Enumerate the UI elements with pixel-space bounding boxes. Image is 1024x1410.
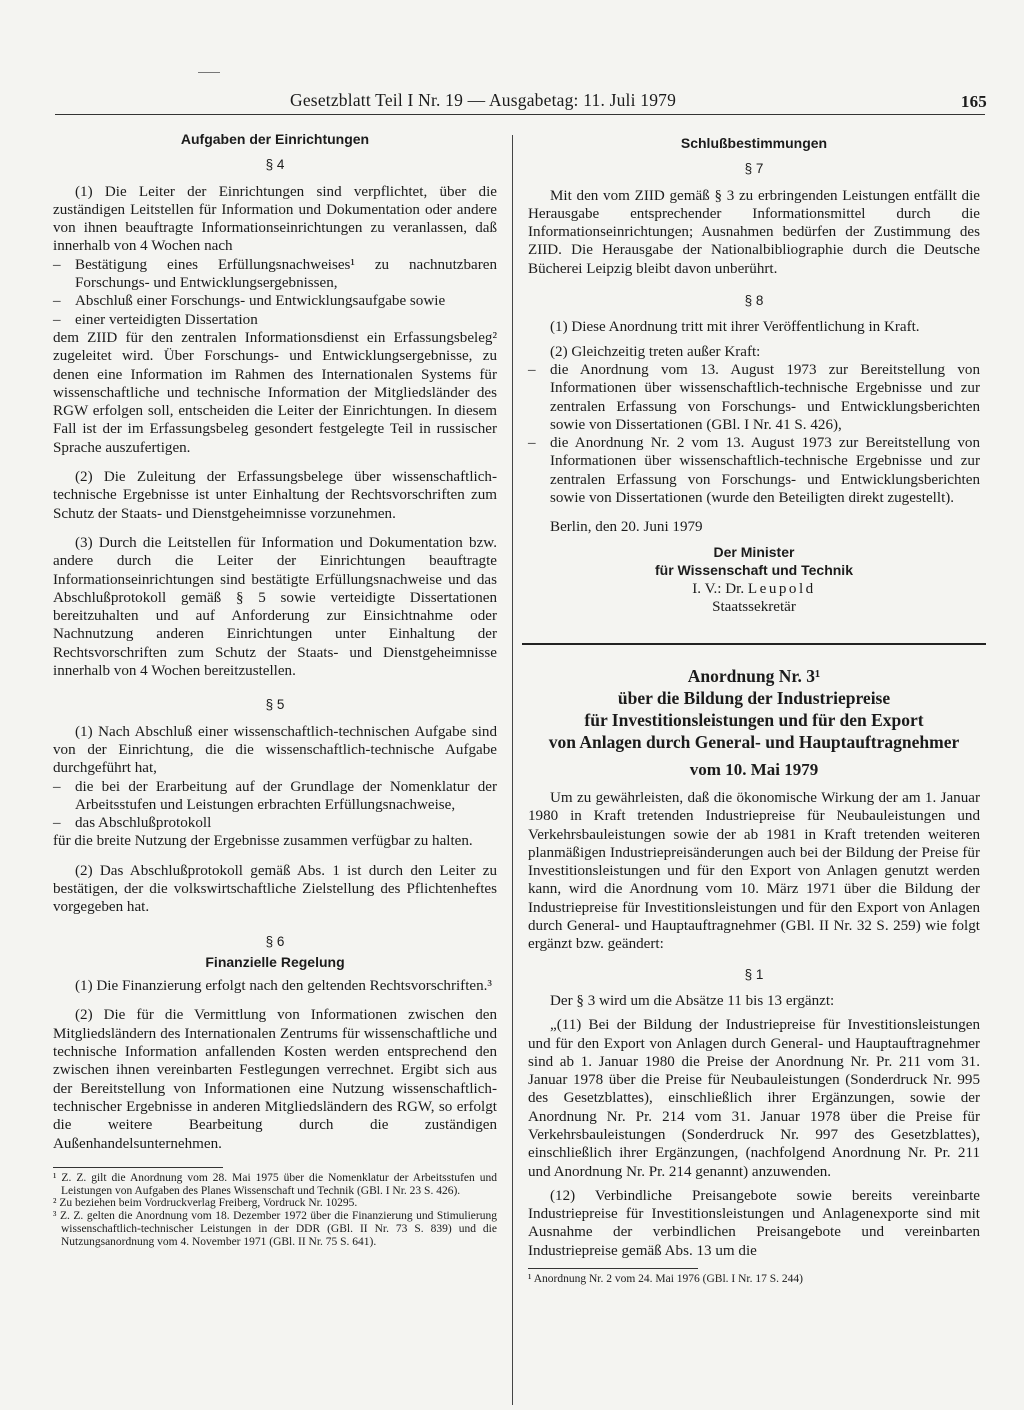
s4-para-1-rest: dem ZIID für den zentralen Informationsdienst ein Erfassungsbeleg² zugeleitet wird. Über Forschungs- und Entwicklungsergebnisse, zu denen eine Information im Rahmen des Internationalen Systems für wissenschaftliche und technische Information der Mitgliedsländer des RGW erfolgen soll, entscheiden die Leiter der Einrichtungen. In diesem Fall ist der im Erfassungsbeleg gesondert festgelegte Teil in russischer Sprache auszufertigen.	[53, 329, 497, 456]
signatory-line	[528, 580, 980, 599]
s6-heading: Finanzielle Regelung	[205, 953, 345, 970]
s1-para-11: „(11) Bei der Bildung der Industriepreise für Investitionsleistungen und für den Export von Anlagen durch General- und Hauptauftragnehmer sind ab 1. Januar 1980 die Preise der Anordnung Nr. Pr. 211 vom 31. Januar 1978 über die Preise für Neubauleistungen (Sonderdruck Nr. 995 des Gesetzblattes), einschließlich ihrer Ergänzungen, sowie der Anordnung Nr. Pr. 214 vom 31. Januar 1978 über die Preise für Verkehrsbauleistungen (Sonderdruck Nr. 997 des Gesetzblattes), einschließlich ihrer Ergänzungen, (nachfolgend Anordnung Nr. Pr. 211 und Anordnung Nr. Pr. 214 genannt) anzuwenden.	[528, 1017, 980, 1180]
page-number: 165	[960, 92, 987, 111]
ordinance-title-line: von Anlagen durch General- und Hauptauftragnehmer	[548, 731, 960, 752]
footnote-3: ³ Z. Z. gelten die Anordnung vom 18. Dezember 1972 über die Finanzierung und Stimulierung wissenschaftlich-technischer Leistungen in der DDR (GBl. II Nr. 73 S. 839) und die Nutzungsanordnung vom 4. November 1971 (GBl. II Nr. 75 S. 641).	[53, 1210, 497, 1248]
s8-para-2-intro: (2) Gleichzeitig treten außer Kraft:	[550, 343, 761, 360]
section-heading: Aufgaben der Einrichtungen	[180, 131, 370, 147]
signatory-name: Leupold	[747, 580, 816, 597]
s4-para-1-intro: (1) Die Leiter der Einrichtungen sind verpflichtet, über die zuständigen Leitstellen für Information und Dokumentation oder andere von ihnen beauftragte Informationseinrichtungen zu veranlassen, daß innerhalb von 4 Wochen nach	[53, 183, 497, 255]
paragraph-sign-8: § 8	[744, 293, 764, 309]
section-separator	[522, 643, 986, 645]
header-rule	[55, 114, 985, 115]
s5-para-2: (2) Das Abschlußprotokoll gemäß Abs. 1 ist durch den Leiter zu bestätigen, der die volkswirtschaftliche Zielstellung des Pflichtenheftes vorgegeben hat.	[53, 862, 497, 916]
s4-list-item: – einer verteidigten Dissertation	[53, 311, 497, 329]
paragraph-sign-5: § 5	[265, 697, 285, 713]
ordinance-date: vom 10. Mai 1979	[689, 759, 819, 779]
signatory-title: Staatssekretär	[712, 599, 796, 616]
footnote-rule-right	[528, 1268, 698, 1269]
s8-list-item: – die Anordnung vom 13. August 1973 zur Bereitstellung von Informationen über wissenschaftlich-technische Ergebnisse und zur zentralen Erfassung von Forschungs- und Entwicklungsberichten sowie von Dissertationen (GBl. I Nr. 41 S. 426),	[528, 361, 980, 434]
ordinance-title-line: für Investitionsleistungen und für den Export	[584, 709, 924, 730]
footnote-1: ¹ Z. Z. gilt die Anordnung vom 28. Mai 1975 über die Nomenklatur der Arbeitsstufen und Leistungen von Aufgaben des Planes Wissenschaft und Technik (GBl. I Nr. 23 S. 426).	[53, 1171, 497, 1197]
signatory-role: Der Minister	[713, 543, 795, 560]
s1-intro: Der § 3 wird um die Absätze 11 bis 13 ergänzt:	[550, 992, 835, 1009]
paragraph-sign-6: § 6	[265, 933, 285, 949]
footnote-rule	[53, 1167, 223, 1168]
right-column	[528, 134, 980, 1286]
paragraph-sign-4: § 4	[265, 157, 285, 173]
ordinance-title-line: über die Bildung der Industriepreise	[617, 687, 891, 708]
s8-list-item: – die Anordnung Nr. 2 vom 13. August 1973 zur Bereitstellung von Informationen über wissenschaftlich-technische Ergebnisse und zur zentralen Erfassung von Forschungs- und Entwicklungsberichten sowie von Dissertationen (wurde den Beteiligten direkt zugestellt).	[528, 434, 980, 507]
s6-para-1: (1) Die Finanzierung erfolgt nach den geltenden Rechtsvorschriften.³	[75, 978, 492, 995]
s8-para-1: (1) Diese Anordnung tritt mit ihrer Veröffentlichung in Kraft.	[550, 319, 920, 336]
s6-para-2: (2) Die für die Vermittlung von Informationen zwischen den Mitgliedsländern des Internationalen Zentrums für wissenschaftliche und technische Information anfallenden Kosten werden entsprechend den zwischen ihnen vereinbarten Festlegungen verrechnet. Ergibt sich aus der Bereitstellung von Informationen eine Nutzung wissenschaftlich-technischer Ergebnisse in anderen Mitgliedsländern des RGW, so erfolgt die weitere Bearbeitung durch die zuständigen Außenhandelsunternehmen.	[53, 1007, 497, 1152]
left-column	[53, 130, 497, 1249]
s1-para-12: (12) Verbindliche Preisangebote sowie bereits vereinbarte Industriepreise für Investitionsleistungen und Anlagenexporte sind mit Ausnahme der verbindlichen Preisangebote und vereinbarten Industriepreise gemäß Abs. 13 um die	[528, 1187, 980, 1259]
s5-para-1-rest: für die breite Nutzung der Ergebnisse zusammen verfügbar zu halten.	[53, 833, 473, 850]
s4-list-item: – Bestätigung eines Erfüllungsnachweises¹ zu nachnutzbaren Forschungs- und Entwicklungsergebnissen,	[53, 256, 497, 293]
place-date: Berlin, den 20. Juni 1979	[550, 519, 703, 536]
s5-list-item: – die bei der Erarbeitung auf der Grundlage der Nomenklatur der Arbeitsstufen und Leistungen erbrachten Erfüllungsnachweise,	[53, 778, 497, 815]
paragraph-sign-7: § 7	[744, 161, 764, 177]
s4-list-item: – Abschluß einer Forschungs- und Entwicklungsaufgabe sowie	[53, 292, 497, 310]
s5-para-1-intro: (1) Nach Abschluß einer wissenschaftlich-technischen Aufgabe sind von der Einrichtung, die die wissenschaftlich-technische Aufgabe durchgeführt hat,	[53, 723, 497, 777]
signatory-ministry: für Wissenschaft und Technik	[655, 562, 853, 579]
footnote-2: ² Zu beziehen beim Vordruckverlag Freiberg, Vordruck Nr. 10295.	[53, 1197, 358, 1210]
margin-dash	[198, 72, 220, 73]
column-divider	[512, 135, 513, 1405]
s4-para-3: (3) Durch die Leitstellen für Information und Dokumentation bzw. andere durch die Leiter der Einrichtungen beauftragte Informationseinrichtungen sind bestätigte Erfüllungsnachweise und das Abschlußprotokoll gemäß § 5 sowie verteidigte Dissertationen bereitzuhalten und auf Anforderung zur Einsichtnahme oder Nachnutzung anderen Einrichtungen unter Einhaltung der Rechtsvorschriften zum Schutz der Staats- und Dienstgeheimnisse innerhalb von 4 Wochen bereitzustellen.	[53, 534, 497, 680]
ordinance-title-line: Anordnung Nr. 3¹	[687, 665, 821, 686]
s5-list-item: – das Abschlußprotokoll	[53, 814, 497, 832]
s4-para-2: (2) Die Zuleitung der Erfassungsbelege über wissenschaftlich-technische Ergebnisse ist unter Einhaltung der Rechtsvorschriften zum Schutz der Staats- und Dienstgeheimnisse vorzunehmen.	[53, 469, 497, 522]
running-title: Gesetzblatt Teil I Nr. 19 — Ausgabetag: 11. Juli 1979	[290, 90, 677, 110]
ordinance-intro: Um zu gewährleisten, daß die ökonomische Wirkung der am 1. Januar 1980 in Kraft tretenden Industriepreise für Neubauleistungen und Verkehrsbauleistungen sowie der ab 1981 in Kraft tretenden weiteren planmäßigen Industriepreisänderungen auch bei der Bildung der Preise für Investitionsleistungen und für den Export von Anlagen genutzt werden kann, wird die Anordnung vom 10. März 1971 über die Bildung der Industriepreise für Investitionsleistungen und für den Export von Anlagen durch General- und Hauptauftragnehmer (GBl. II Nr. 32 S. 259) wie folgt ergänzt bzw. geändert:	[528, 789, 980, 953]
section-heading-final: Schlußbestimmungen	[680, 135, 828, 151]
signatory-prefix: I. V.: Dr.	[692, 580, 745, 597]
s7-para: Mit den vom ZIID gemäß § 3 zu erbringenden Leistungen entfällt die Herausgabe entsprechender Informationsmittel durch die Informationseinrichtungen; Ausnahmen bedürfen der Zustimmung des ZIID. Die Herausgabe der Nationalbibliographie durch die Deutsche Bücherei Leipzig bleibt davon unberührt.	[528, 187, 980, 277]
footnote-ordinance: ¹ Anordnung Nr. 2 vom 24. Mai 1976 (GBl. I Nr. 17 S. 244)	[528, 1273, 803, 1286]
running-header	[290, 90, 990, 114]
paragraph-sign-1: § 1	[744, 966, 764, 982]
